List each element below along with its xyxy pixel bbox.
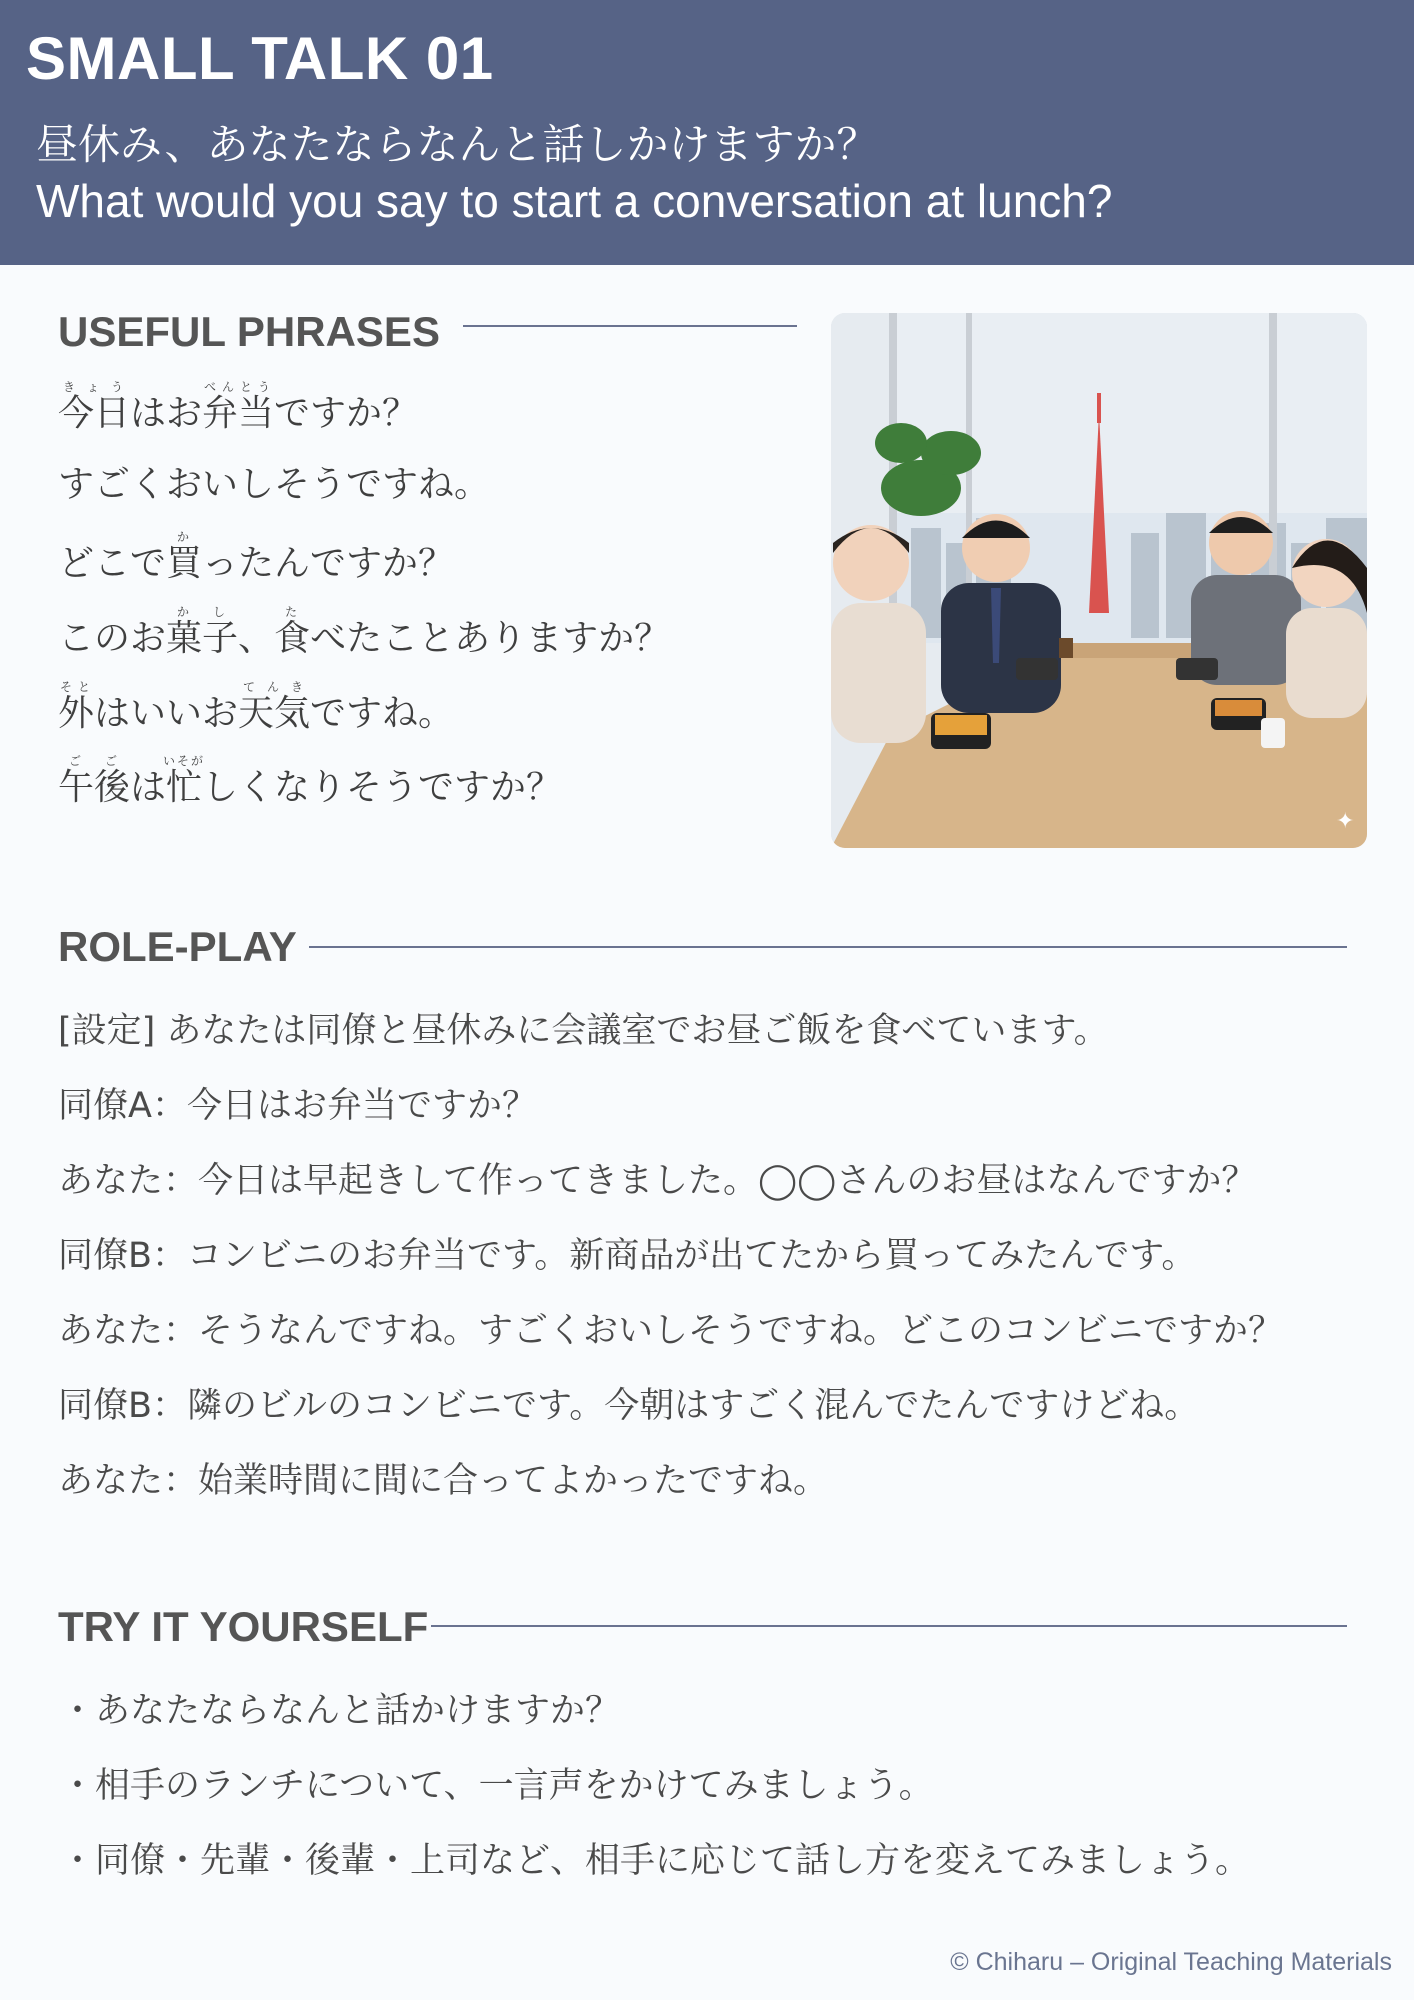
dialogue-line: 同僚B：コンビニのお弁当です。新商品が出てたから買ってみたんです。: [58, 1236, 1197, 1276]
try-it-yourself-heading: TRY IT YOURSELF: [58, 1603, 429, 1650]
dialogue-line: 同僚B：隣のビルのコンビニです。今朝はすごく混んでたんですけどね。: [58, 1386, 1200, 1426]
role-play-heading: ROLE-PLAY: [58, 923, 297, 970]
dialogue-line: あなた：始業時間に間に合ってよかったですね。: [58, 1461, 829, 1501]
dialogue-line: あなた：そうなんですね。すごくおいしそうですね。どこのコンビニですか？: [58, 1311, 1284, 1351]
useful-phrase: 外そとはいいお天気てんきですね。: [58, 680, 455, 734]
useful-phrase: どこで買かったんですか？: [58, 530, 455, 584]
lunch-meeting-photo: [831, 313, 1367, 848]
dialogue-line: あなた：今日は早起きして作ってきました。◯◯さんのお昼はなんですか？: [58, 1161, 1257, 1201]
try-item: ・相手のランチについて、一言声をかけてみましょう。: [60, 1766, 934, 1806]
copyright-footer: © Chiharu – Original Teaching Materials: [950, 1948, 1392, 1976]
subtitle-japanese: 昼休み、あなたならなんと話しかけますか？: [36, 120, 879, 169]
dialogue-line: 同僚A：今日はお弁当ですか？: [58, 1086, 537, 1126]
role-play-setting: [設定] あなたは同僚と昼休みに会議室でお昼ご飯を食べています。: [58, 1011, 1109, 1051]
useful-phrase: すごくおいしそうですね。: [58, 464, 491, 505]
useful-phrases-heading: USEFUL PHRASES: [58, 308, 440, 355]
page-header: [0, 0, 1414, 265]
section-rule: [309, 946, 1347, 948]
subtitle-english: What would you say to start a conversation at lunch?: [36, 175, 1113, 227]
try-item: ・あなたならなんと話かけますか？: [60, 1691, 621, 1731]
section-rule: [431, 1625, 1347, 1627]
useful-phrase: 午後ごごは忙いそがしくなりそうですか？: [58, 754, 563, 808]
try-item: ・同僚・先輩・後輩・上司など、相手に応じて話し方を変えてみましょう。: [60, 1841, 1251, 1881]
page-title: SMALL TALK 01: [26, 25, 494, 92]
useful-phrase: このお菓子かし、食たべたことありますか？: [58, 605, 671, 659]
section-rule: [463, 325, 797, 327]
office-lunch-illustration: [831, 313, 1367, 848]
useful-phrase: 今日きょうはお弁当べんとうですか？: [58, 380, 419, 434]
svg-text:✦: ✦: [1336, 809, 1355, 834]
